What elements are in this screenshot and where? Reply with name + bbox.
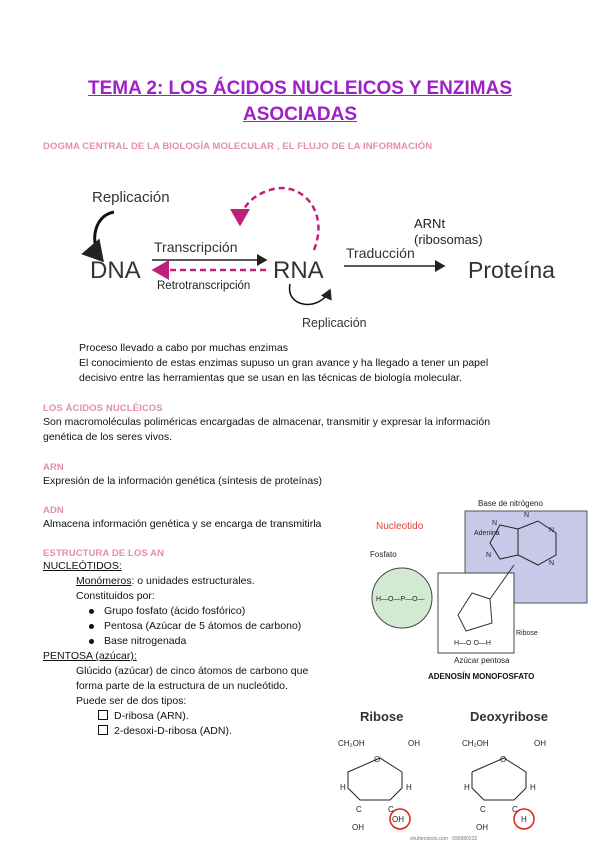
svg-text:H: H [464, 783, 470, 792]
list-item-text: Grupo fosfato (ácido fosfórico) [104, 605, 246, 617]
label-retrotranscripcion: Retrotranscripción [157, 280, 251, 292]
image-credit: shutterstock.com · 595680232 [410, 836, 478, 842]
adn-heading: ADN [43, 505, 64, 516]
svg-text:CH₂OH: CH₂OH [462, 739, 489, 748]
nucleotidos-label: NUCLEÓTIDOS: [43, 560, 122, 572]
constituidos-label: Constituidos por: [76, 590, 155, 602]
nucleotide-caption: ADENOSÍN MONOFOSFATO [428, 672, 535, 681]
label-proteina: Proteína [468, 257, 555, 283]
svg-text:CH₂OH: CH₂OH [338, 739, 365, 748]
dogma-text [79, 341, 488, 386]
checkbox-item [43, 709, 343, 724]
monomeros-rest: : o unidades estructurales. [131, 575, 255, 587]
svg-text:H: H [340, 783, 346, 792]
title-line-1: TEMA 2: LOS ÁCIDOS NUCLEICOS Y ENZIMAS [87, 78, 513, 99]
list-item-text: Pentosa (Azúcar de 5 átomos de carbono) [104, 620, 302, 632]
svg-text:C: C [356, 805, 362, 814]
checkbox-text: 2-desoxi-D-ribosa (ADN). [114, 725, 232, 737]
svg-text:OH: OH [352, 823, 364, 832]
svg-text:C: C [480, 805, 486, 814]
list-item [43, 604, 343, 619]
acidos-heading: LOS ÁCIDOS NUCLÉICOS [43, 403, 163, 414]
sugars-figure [330, 700, 580, 842]
arn-heading: ARN [43, 462, 64, 473]
azucar-label: Azúcar pentosa [454, 656, 510, 665]
arn-text: Expresión de la información genética (síntesis de proteínas) [43, 475, 322, 487]
deoxyribose-structure [462, 739, 546, 832]
acidos-line-2: genética de los seres vivos. [43, 431, 172, 443]
ribose-structure [338, 739, 420, 832]
bullet-icon [89, 624, 94, 629]
dogma-paragraph-1: Proceso llevado a cabo por muchas enzimas [79, 342, 288, 354]
svg-text:OH: OH [476, 823, 488, 832]
svg-text:O: O [374, 755, 381, 764]
monomeros-line [43, 574, 343, 589]
label-dna: DNA [90, 257, 141, 284]
nucleotide-figure [350, 495, 590, 690]
estructura-heading: ESTRUCTURA DE LOS AN [43, 548, 165, 559]
svg-text:H—O—P—O—: H—O—P—O— [376, 596, 425, 603]
central-dogma-diagram [80, 180, 570, 340]
dogma-heading: DOGMA CENTRAL DE LA BIOLOGÍA MOLECULAR , EL FLUJO DE LA INFORMACIÓN [43, 141, 433, 152]
label-rna: RNA [273, 257, 324, 284]
label-traduccion: Traducción [346, 245, 415, 261]
title-line-2: ASOCIADAS [242, 104, 357, 125]
bullet-icon [89, 639, 94, 644]
bullet-icon [89, 609, 94, 614]
estructura-block [43, 559, 343, 739]
list-item [43, 634, 343, 649]
checkbox-icon [98, 725, 108, 735]
nucleotide-title: Nucleotido [376, 521, 424, 532]
pentosa-label: PENTOSA (azúcar): [43, 650, 137, 662]
svg-text:H: H [406, 783, 412, 792]
deoxyribose-title: Deoxyribose [470, 709, 549, 724]
page-title [0, 76, 600, 128]
checkbox-item [43, 724, 343, 739]
svg-text:H: H [530, 783, 536, 792]
tipos-label: Puede ser de dos tipos: [76, 695, 187, 707]
ribose-title: Ribose [360, 709, 404, 724]
ribose-label: Ribose [516, 630, 538, 637]
list-item-text: Base nitrogenada [104, 635, 187, 647]
svg-text:N: N [486, 552, 492, 559]
svg-text:O: O [500, 755, 507, 764]
svg-text:C: C [388, 805, 394, 814]
label-transcripcion: Transcripción [154, 239, 238, 255]
label-ribosomas: (ribosomas) [414, 232, 483, 247]
dogma-paragraph-2: El conocimiento de estas enzimas supuso un gran avance y ha llegado a tener un papel [79, 357, 489, 369]
checkbox-text: D-ribosa (ARN). [114, 710, 189, 722]
fosfato-label: Fosfato [370, 550, 397, 559]
pentosa-line-1: Glúcido (azúcar) de cinco átomos de carbono que [76, 665, 309, 677]
svg-text:N: N [524, 512, 530, 519]
label-replicacion-top: Replicación [92, 189, 170, 206]
replication-arrow-dna [95, 212, 114, 260]
dogma-paragraph-3: decisivo entre las herramientas que se usan en las técnicas de biología molecular. [79, 372, 462, 384]
svg-text:N: N [549, 560, 555, 567]
svg-text:C: C [512, 805, 518, 814]
adn-text: Almacena información genética y se encarga de transmitirla [43, 518, 322, 530]
label-arnt: ARNt [414, 216, 446, 231]
svg-text:N: N [492, 520, 498, 527]
svg-text:H—O O—H: H—O O—H [454, 640, 491, 647]
acidos-text [43, 415, 490, 445]
replication-arrow-rna [290, 284, 330, 304]
adenina-label: Adenina [474, 530, 500, 537]
svg-text:OH: OH [408, 739, 420, 748]
list-item [43, 619, 343, 634]
acidos-line-1: Son macromoléculas poliméricas encargadas de almacenar, transmitir y expresar la información [43, 416, 491, 428]
svg-text:OH: OH [534, 739, 546, 748]
svg-text:H: H [521, 815, 527, 824]
base-label: Base de nitrógeno [478, 499, 543, 508]
svg-text:OH: OH [392, 815, 404, 824]
label-replicacion-bottom: Replicación [302, 316, 367, 330]
checkbox-icon [98, 710, 108, 720]
monomeros-label: Monómeros [76, 575, 132, 587]
svg-text:N: N [549, 527, 555, 534]
reverse-flow-dashed-arrow [240, 188, 318, 250]
pentosa-line-2: forma parte de la estructura de un nucleótido. [76, 680, 288, 692]
